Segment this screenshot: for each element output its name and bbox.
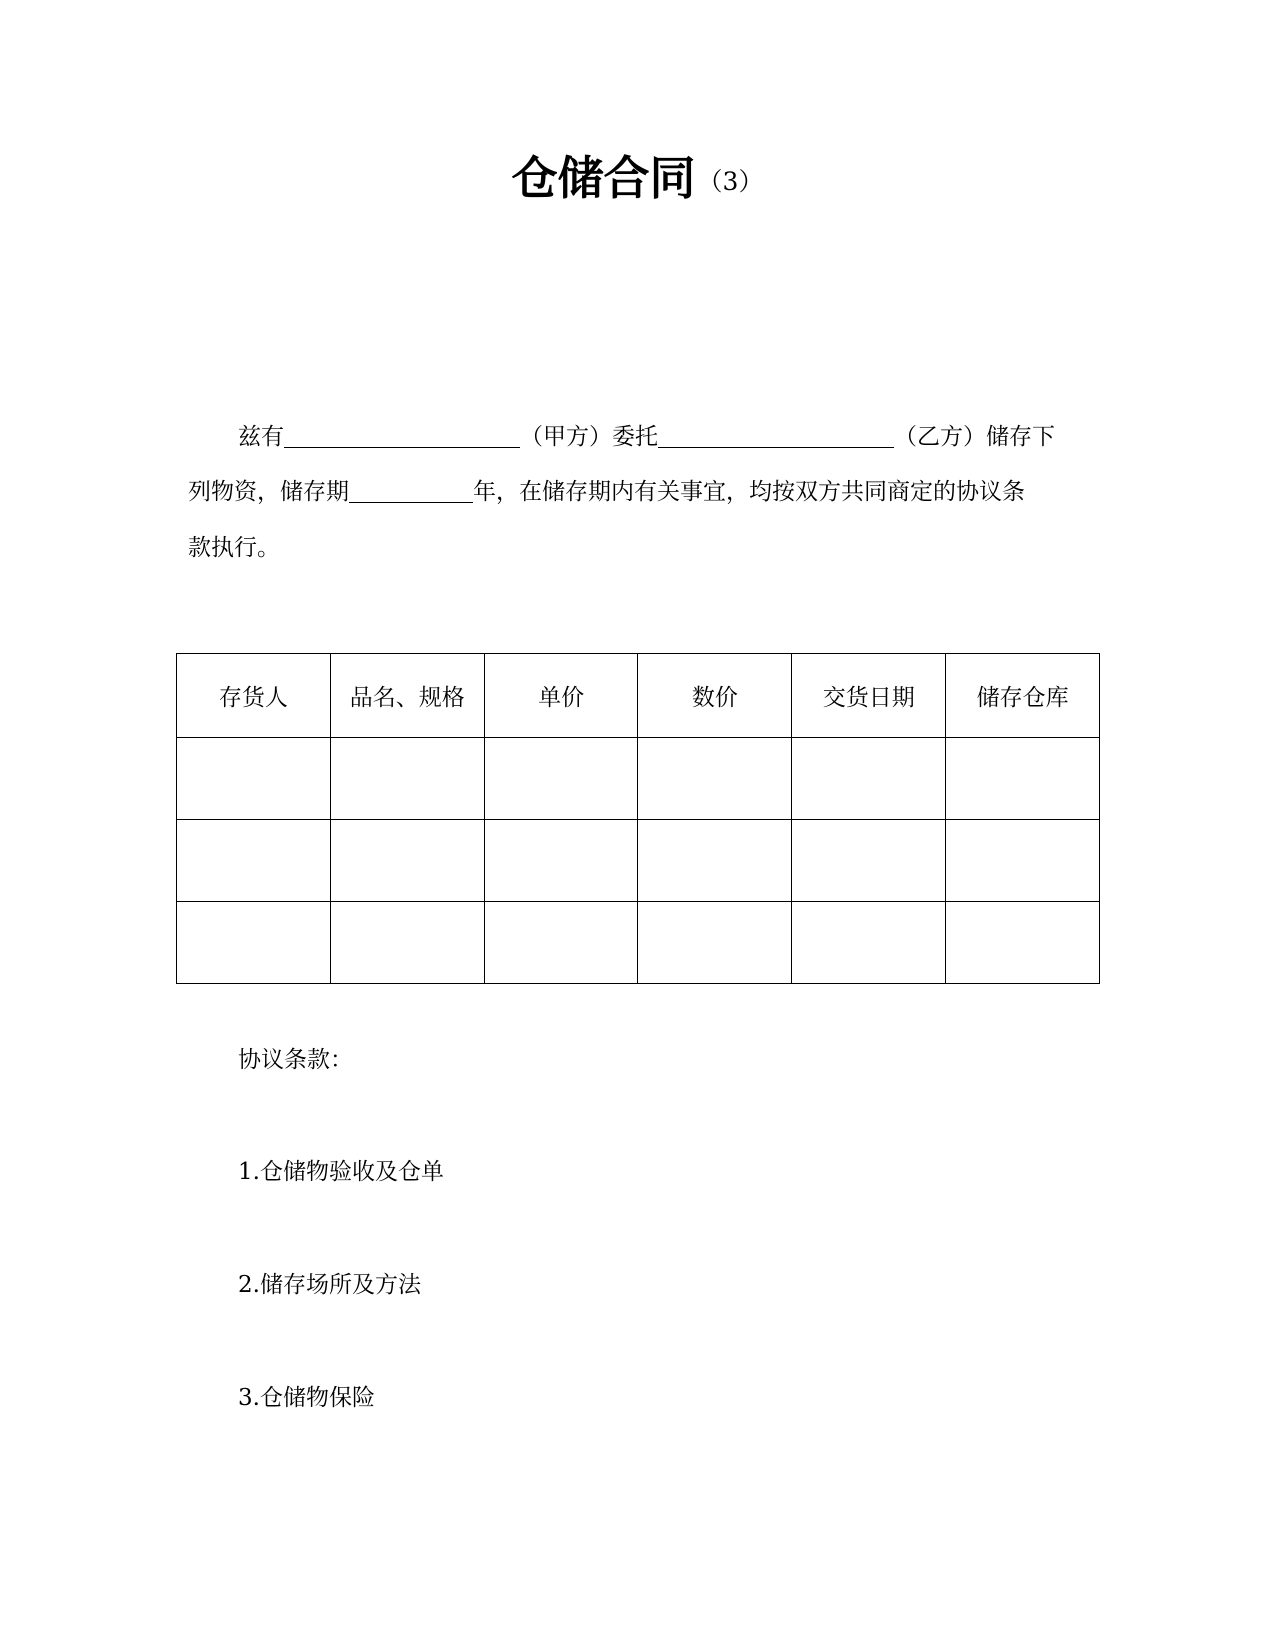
header-quantity-price: 数价 [638, 654, 792, 738]
clause-item: 2.储存场所及方法 [238, 1272, 421, 1298]
table-cell [792, 738, 946, 820]
intro-text: 年，在储存期内有关事宜，均按双方共同商定的协议条 [473, 479, 1025, 505]
table-row [177, 902, 1100, 984]
title-suffix: （3） [697, 167, 764, 196]
table-row [177, 820, 1100, 902]
table-cell [484, 902, 638, 984]
table-cell [330, 902, 484, 984]
table-cell [484, 820, 638, 902]
table-cell [792, 820, 946, 902]
intro-text: 列物资，储存期 [188, 479, 349, 505]
table-header-row [177, 654, 1100, 738]
table-cell [484, 738, 638, 820]
table-row [177, 738, 1100, 820]
table-cell [330, 738, 484, 820]
table-cell [638, 820, 792, 902]
clauses-heading: 协议条款： [238, 1047, 353, 1073]
header-delivery-date: 交货日期 [792, 654, 946, 738]
header-unit-price: 单价 [484, 654, 638, 738]
table-cell [946, 820, 1100, 902]
intro-text: 兹有 [238, 424, 284, 450]
header-name-spec: 品名、规格 [330, 654, 484, 738]
table-cell [946, 738, 1100, 820]
table-cell [638, 738, 792, 820]
table-cell [946, 902, 1100, 984]
table-cell [177, 820, 331, 902]
document-title [0, 148, 1275, 219]
party-b-blank [658, 425, 894, 448]
table-cell [792, 902, 946, 984]
goods-table [176, 653, 1100, 984]
storage-period-blank [349, 480, 473, 503]
intro-line-2 [188, 477, 1025, 507]
header-warehouse: 储存仓库 [946, 654, 1100, 738]
clause-item: 3.仓储物保险 [238, 1385, 375, 1411]
intro-line-1 [238, 422, 1055, 452]
header-depositor: 存货人 [177, 654, 331, 738]
title-main: 仓储合同 [511, 151, 696, 205]
party-a-blank [284, 425, 520, 448]
intro-text: （乙方）储存下 [894, 424, 1055, 450]
table-cell [330, 820, 484, 902]
clause-item: 1.仓储物验收及仓单 [238, 1159, 444, 1185]
table-cell [177, 902, 331, 984]
table-cell [177, 738, 331, 820]
intro-line-3: 款执行。 [188, 535, 280, 561]
table-cell [638, 902, 792, 984]
intro-text: （甲方）委托 [520, 424, 658, 450]
